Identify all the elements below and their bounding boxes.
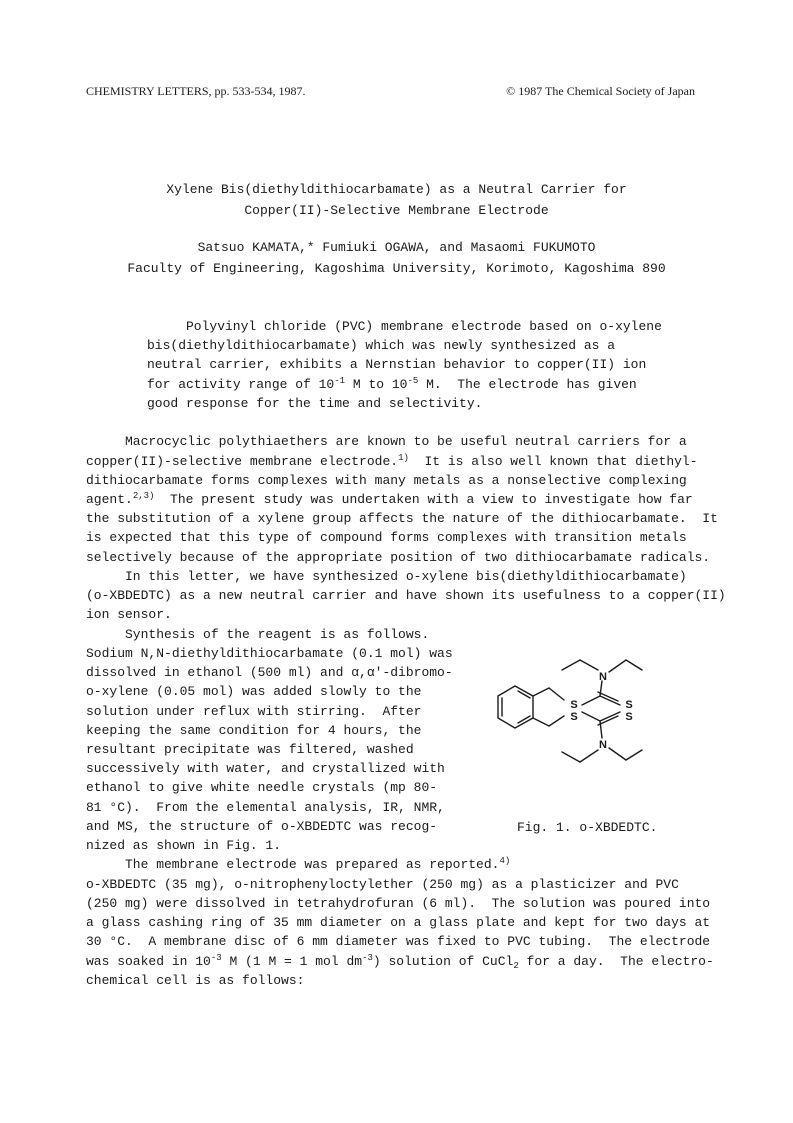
paragraph-line: a glass cashing ring of 35 mm diameter on a glass plate and kept for two days at bbox=[86, 915, 711, 930]
abstract-line: for activity range of $10^{-1}$ M to $10^{-5}$ M. The electrode has given bbox=[147, 376, 637, 392]
benzene-ring bbox=[498, 686, 533, 728]
paragraph-line: Macrocyclic polythiaethers are known to be useful neutral carriers for a bbox=[125, 434, 687, 449]
atom-label-s: S bbox=[570, 711, 578, 723]
paragraph-line: ion sensor. bbox=[86, 607, 172, 622]
paragraph-line: (250 mg) were dissolved in tetrahydrofuran (6 ml). The solution was poured into bbox=[86, 896, 711, 911]
paragraph-line: 81 °C). From the elemental analysis, IR, NMR, bbox=[86, 800, 445, 815]
abstract-line: Polyvinyl chloride (PVC) membrane electrode based on o-xylene bbox=[186, 319, 662, 334]
paragraph-line: resultant precipitate was filtered, washed bbox=[86, 742, 414, 757]
atom-label-s: S bbox=[570, 699, 578, 711]
paragraph-line: solution under reflux with stirring. After bbox=[86, 704, 422, 719]
paragraph-line: o-XBDEDTC (35 mg), o-nitrophenyloctylether (250 mg) as a plasticizer and PVC bbox=[86, 877, 679, 892]
copyright-notice: © 1987 The Chemical Society of Japan bbox=[506, 84, 695, 98]
paragraph-line: dissolved in ethanol (500 ml) and α,α'-dibromo- bbox=[86, 665, 453, 680]
paragraph-line: copper(II)-selective membrane electrode.$^{1)}$ It is also well known that diethyl- bbox=[86, 453, 698, 469]
paragraph-line: o-xylene (0.05 mol) was added slowly to the bbox=[86, 684, 422, 699]
paragraph-line: chemical cell is as follows: bbox=[86, 973, 305, 988]
paragraph-line: nized as shown in Fig. 1. bbox=[86, 838, 282, 853]
paragraph-line: The membrane electrode was prepared as reported.$^{4)}$ bbox=[125, 856, 511, 872]
author-list: Satsuo KAMATA,* Fumiuki OGAWA, and Masaomi FUKUMOTO bbox=[197, 240, 596, 255]
paragraph-line: the substitution of a xylene group affects the nature of the dithiocarbamate. It bbox=[86, 511, 718, 526]
paragraph-line: is expected that this type of compound forms complexes with transition metals bbox=[86, 530, 687, 545]
paragraph-line: agent.$^{2,3)}$ The present study was undertaken with a view to investigate how far bbox=[86, 491, 693, 507]
atom-label-s: S bbox=[625, 699, 633, 711]
paragraph-line: keeping the same condition for 4 hours, the bbox=[86, 723, 422, 738]
structure-diagram-o-xbdedtc bbox=[496, 648, 666, 784]
article-title-line-2: Copper(II)-Selective Membrane Electrode bbox=[244, 203, 549, 218]
atom-label-n: N bbox=[599, 671, 607, 683]
paragraph-line: was soaked in $10^{-3}$ M (1 M = 1 mol $dm^{-3}$) solution of CuCl$_2$ for a day. The electro- bbox=[86, 953, 714, 971]
paragraph-line: (o-XBDEDTC) as a new neutral carrier and have shown its usefulness to a copper(II) bbox=[86, 588, 726, 603]
affiliation: Faculty of Engineering, Kagoshima University, Korimoto, Kagoshima 890 bbox=[127, 261, 666, 276]
paragraph-line: dithiocarbamate forms complexes with many metals as a nonselective complexing bbox=[86, 473, 687, 488]
journal-citation: CHEMISTRY LETTERS, pp. 533-534, 1987. bbox=[86, 84, 306, 98]
paragraph-line: and MS, the structure of o-XBDEDTC was recog- bbox=[86, 819, 438, 834]
abstract-line: good response for the time and selectivity. bbox=[147, 396, 483, 411]
abstract-line: neutral carrier, exhibits a Nernstian behavior to copper(II) ion bbox=[147, 357, 647, 372]
paragraph-line: Synthesis of the reagent is as follows. bbox=[125, 627, 430, 642]
paragraph-line: selectively because of the appropriate position of two dithiocarbamate radicals. bbox=[86, 550, 711, 565]
paragraph-line: ethanol to give white needle crystals (mp 80- bbox=[86, 780, 438, 795]
atom-label-n: N bbox=[599, 739, 607, 751]
paragraph-line: Sodium N,N-diethyldithiocarbamate (0.1 mol) was bbox=[86, 646, 453, 661]
paragraph-line: In this letter, we have synthesized o-xylene bis(diethyldithiocarbamate) bbox=[125, 569, 687, 584]
article-title-line-1: Xylene Bis(diethyldithiocarbamate) as a Neutral Carrier for bbox=[166, 182, 627, 197]
atom-label-s: S bbox=[625, 711, 633, 723]
paragraph-line: 30 °C. A membrane disc of 6 mm diameter was fixed to PVC tubing. The electrode bbox=[86, 934, 711, 949]
figure-caption: Fig. 1. o-XBDEDTC. bbox=[517, 820, 658, 835]
abstract-line: bis(diethyldithiocarbamate) which was newly synthesized as a bbox=[147, 338, 616, 353]
paragraph-line: successively with water, and crystallized with bbox=[86, 761, 445, 776]
